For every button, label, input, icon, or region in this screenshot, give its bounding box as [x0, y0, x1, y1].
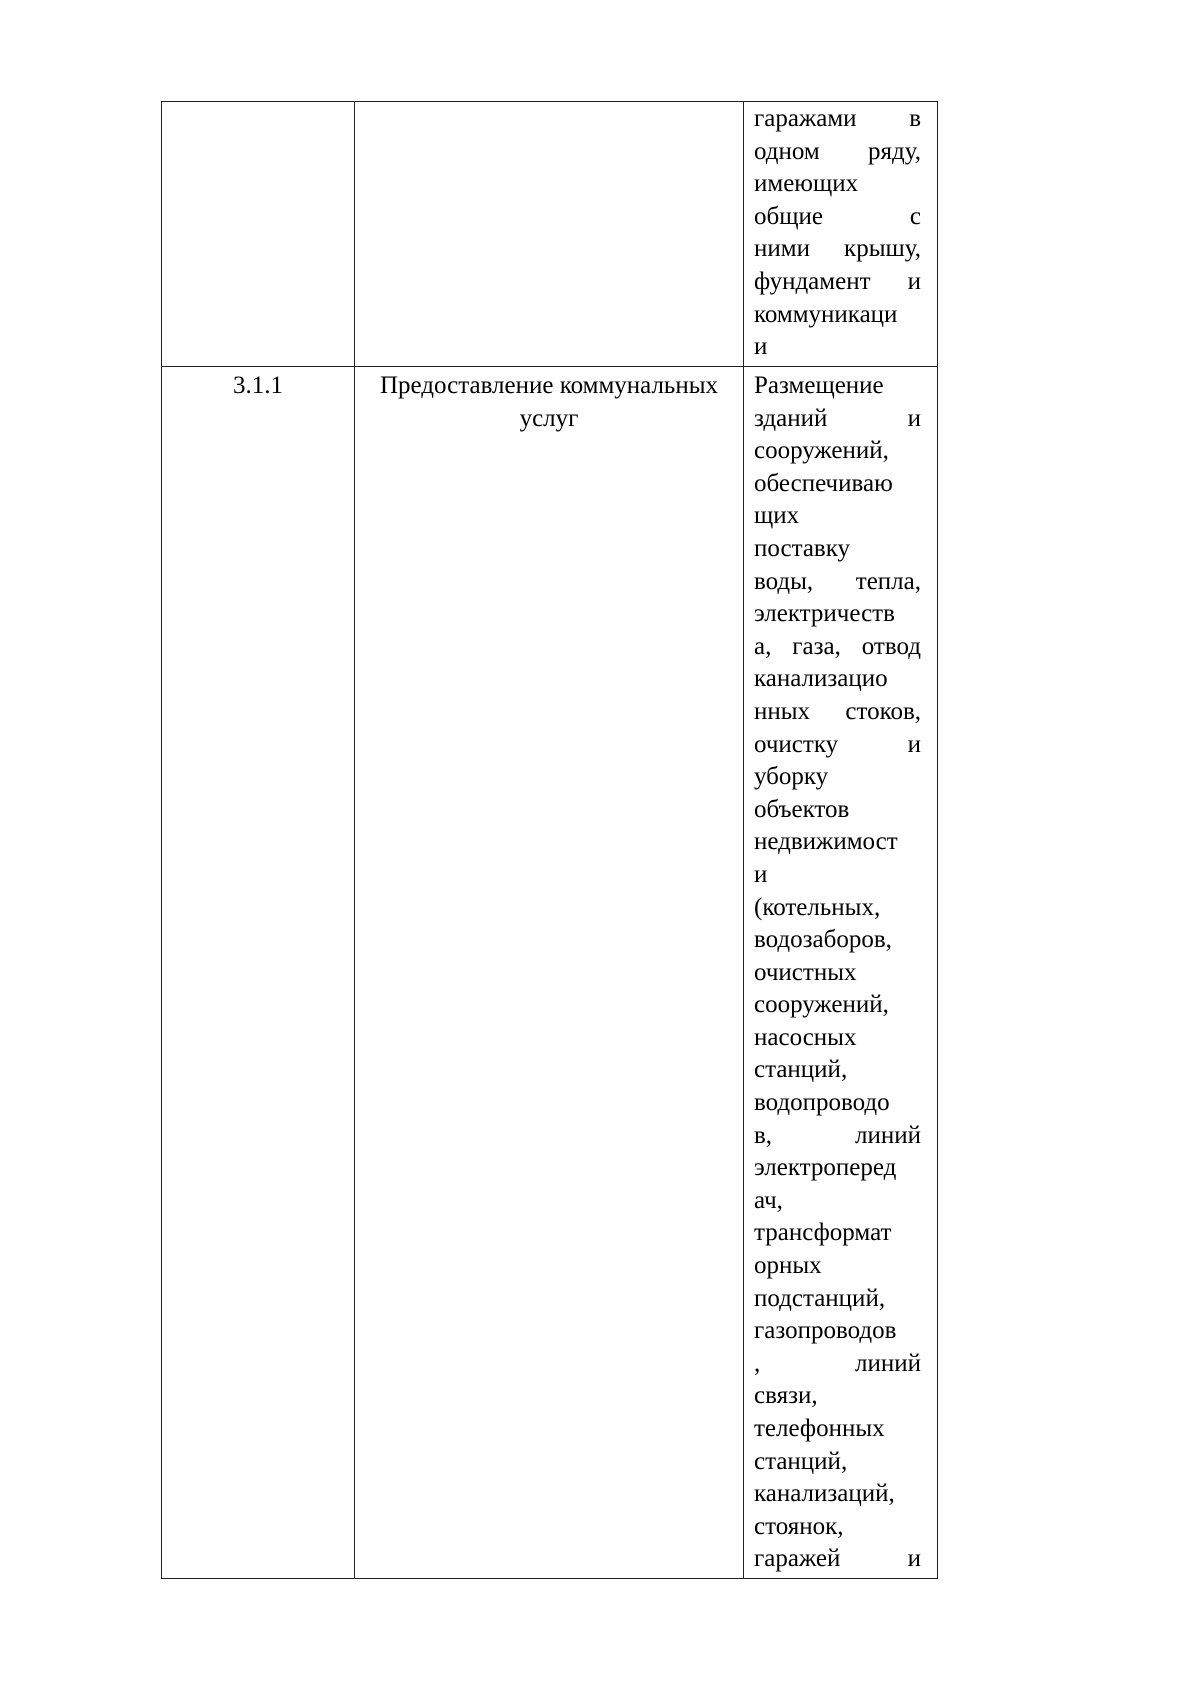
description-word: в, — [754, 1121, 773, 1149]
description-line: водопроводо — [754, 1089, 890, 1117]
description-line: поставку — [754, 534, 851, 562]
description-line — [754, 729, 921, 762]
description-line: электроперед — [754, 1154, 897, 1182]
description-word: зданий — [754, 404, 828, 432]
description-word: и — [907, 404, 921, 432]
description-line: канализацио — [754, 665, 888, 693]
description-line — [754, 566, 921, 599]
description-word: , — [754, 1349, 761, 1377]
description-word: тепла, — [855, 567, 921, 595]
description-cell — [744, 102, 938, 367]
description-line: и — [754, 333, 768, 361]
name-cell — [355, 102, 744, 367]
description-line: объектов — [754, 795, 850, 823]
description-word: линий — [855, 1121, 921, 1149]
description-line: сооружений, — [754, 437, 889, 465]
description-line — [754, 403, 921, 436]
description-word: линий — [855, 1349, 921, 1377]
description-line — [754, 103, 921, 136]
description-line: канализаций, — [754, 1480, 895, 1508]
description-line: трансформат — [754, 1219, 892, 1247]
description-line — [754, 136, 921, 169]
description-line: электричеств — [754, 600, 895, 628]
description-word: газа, — [792, 632, 841, 660]
description-word: и — [907, 1545, 921, 1573]
description-line: сооружений, — [754, 991, 889, 1019]
description-word: гаражей — [754, 1545, 841, 1573]
description-cell — [744, 367, 938, 1579]
description-line: водозаборов, — [754, 926, 892, 954]
description-word: фундамент — [754, 267, 871, 295]
zoning-table — [161, 101, 938, 1579]
description-line: недвижимост — [754, 828, 898, 856]
description-line — [754, 1120, 921, 1153]
description-word: воды, — [754, 567, 814, 595]
description-line — [754, 1543, 921, 1576]
description-line: станций, — [754, 1056, 848, 1084]
description-word: и — [907, 730, 921, 758]
description-line: насосных — [754, 1023, 857, 1051]
description-line: коммуникаци — [754, 300, 898, 328]
description-word: крышу, — [844, 235, 921, 263]
description-word: и — [907, 267, 921, 295]
description-line: стоянок, — [754, 1512, 844, 1540]
description-line: уборку — [754, 763, 829, 791]
description-line — [754, 233, 921, 266]
description-line: ач, — [754, 1186, 783, 1214]
description-line: телефонных — [754, 1415, 885, 1442]
table-row — [162, 102, 938, 367]
description-line: (котельных, — [754, 893, 881, 921]
description-word: гаражами — [754, 105, 857, 132]
description-line: очистных — [754, 958, 857, 986]
code-cell: 3.1.1 — [162, 367, 355, 1579]
description-line — [754, 696, 921, 729]
description-line: орных — [754, 1252, 822, 1280]
description-word: общие — [754, 202, 823, 230]
table-row — [162, 367, 938, 1579]
description-line: станций, — [754, 1447, 848, 1475]
name-cell: Предоставление коммунальных услуг — [355, 367, 744, 1579]
description-line — [754, 201, 921, 234]
description-line: щих — [754, 502, 800, 530]
description-line: Размещение — [754, 372, 884, 399]
description-line: подстанций, — [754, 1284, 886, 1312]
description-line — [754, 266, 921, 299]
description-word: очистку — [754, 730, 839, 758]
description-word: в — [909, 105, 921, 132]
description-word: с — [909, 202, 921, 230]
description-word: ряду, — [868, 137, 921, 165]
description-word: а, — [754, 632, 772, 660]
description-line — [754, 631, 921, 664]
description-word: стоков, — [845, 697, 921, 725]
code-cell — [162, 102, 355, 367]
description-line: газопроводов — [754, 1317, 897, 1345]
description-line: обеспечиваю — [754, 469, 893, 497]
description-word: нных — [754, 697, 811, 725]
description-word: ними — [754, 235, 810, 263]
description-line: имеющих — [754, 170, 859, 198]
description-word: одном — [754, 137, 820, 165]
description-line: и — [754, 860, 768, 888]
description-word: отвод — [861, 632, 921, 660]
description-line — [754, 1348, 921, 1381]
description-line: связи, — [754, 1382, 818, 1410]
